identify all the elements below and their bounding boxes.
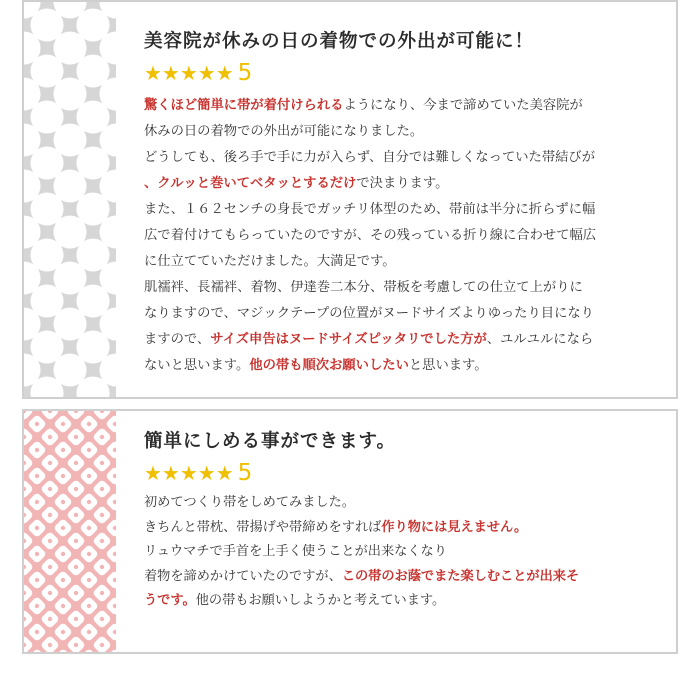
star-rating-icons: ★★★★★ [144, 461, 234, 485]
review-line [144, 301, 654, 327]
review-card-2 [22, 409, 678, 654]
kanoko-pattern-decoration [24, 411, 116, 652]
highlighted-text: 作り物には見えません。 [381, 519, 528, 535]
review-text: ますので、 [144, 332, 211, 347]
review-line [144, 565, 654, 590]
review-content-2 [144, 428, 654, 614]
star-rating-icons: ★★★★★ [144, 61, 234, 85]
review-card-1 [22, 0, 678, 399]
review-text: と思います。 [408, 358, 488, 373]
review-content-1 [144, 28, 654, 379]
highlighted-text: 驚くほど簡単に帯が着付けられる [144, 98, 344, 113]
review-line [144, 145, 654, 171]
highlighted-text: 他の帯も順次お願いしたい [249, 358, 409, 373]
review-line [144, 197, 654, 223]
rating-score: 5 [237, 460, 253, 486]
review-title: 簡単にしめる事ができます。 [144, 431, 397, 452]
review-text: 、ユルユルになら [486, 332, 594, 347]
review-title: 美容院が休みの日の着物での外出が可能に！ [144, 31, 535, 52]
review-text: に仕立てていただけました。大満足です。 [144, 254, 396, 269]
review-line [144, 119, 654, 145]
review-text: ようになり、今まで諦めていた美容院が [343, 98, 583, 113]
review-text: 休みの日の着物での外出が可能になりました。 [144, 124, 424, 139]
highlighted-text: この帯のお蔭でまた楽しむことが出来そ [341, 568, 580, 584]
highlighted-text: サイズ申告はヌードサイズピッタリでした方が [210, 332, 487, 347]
review-line [144, 540, 654, 565]
review-text: なりますので、マジックテープの位置がヌードサイズよりゆったり目になり [144, 306, 594, 321]
review-line [144, 516, 654, 541]
rating [144, 457, 654, 489]
review-body [144, 491, 654, 614]
rating-score: 5 [237, 60, 253, 86]
review-line [144, 249, 654, 275]
shippo-pattern-decoration [24, 2, 116, 397]
review-text: 他の帯もお願いしようかと考えています。 [195, 593, 446, 608]
review-line [144, 353, 654, 379]
highlighted-text: 、クルッと巻いてベタッとするだけ [144, 176, 357, 191]
review-line [144, 589, 654, 614]
review-text: で決まります。 [356, 176, 449, 191]
review-line [144, 327, 654, 353]
review-body [144, 93, 654, 379]
review-text: 初めてつくり帯をしめてみました。 [144, 495, 355, 510]
rating [144, 57, 654, 89]
review-text: 肌襦袢、長襦袢、着物、伊達巻二本分、帯板を考慮しての仕立て上がりに [144, 280, 583, 295]
review-text: きちんと帯枕、帯揚げや帯締めをすれば [144, 519, 382, 535]
review-text: リュウマチで手首を上手く使うことが出来なくなり [144, 544, 447, 559]
review-line [144, 93, 654, 119]
review-text: 広で着付けてもらっていたのですが、その残っている折り線に合わせて幅広 [144, 228, 597, 243]
review-text: ないと思います。 [144, 358, 250, 373]
review-line [144, 223, 654, 249]
highlighted-text: うです。 [144, 593, 196, 608]
review-text: また、１６２センチの身長でガッチリ体型のため、帯前は半分に折らずに幅 [144, 202, 596, 217]
review-line [144, 171, 654, 197]
review-line [144, 491, 654, 516]
review-line [144, 275, 654, 301]
review-text: 着物を諦めかけていたのですが、 [144, 568, 342, 584]
review-text: どうしても、後ろ手で手に力が入らず、自分では難しくなっていた帯結びが [144, 150, 596, 165]
